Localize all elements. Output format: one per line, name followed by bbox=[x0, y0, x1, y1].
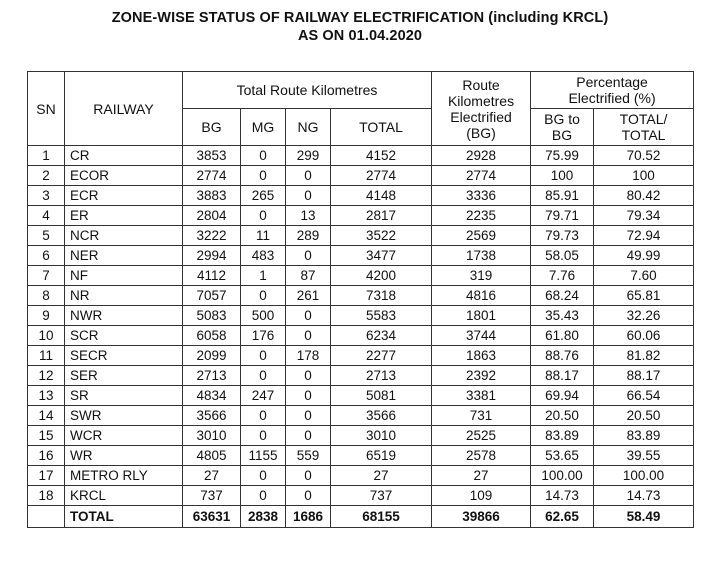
bg-km: 2994 bbox=[183, 246, 241, 266]
ng-km: 13 bbox=[286, 206, 331, 226]
electrified-km: 2235 bbox=[432, 206, 531, 226]
railway-name: NER bbox=[65, 246, 183, 266]
pct-total-to-total: 79.34 bbox=[594, 206, 694, 226]
ng-km: 0 bbox=[286, 306, 331, 326]
electrified-km: 319 bbox=[432, 266, 531, 286]
electrified-km: 2774 bbox=[432, 166, 531, 186]
ng-km: 0 bbox=[286, 466, 331, 486]
railway-name: CR bbox=[65, 146, 183, 166]
mg-km: 483 bbox=[241, 246, 286, 266]
sn-cell: 12 bbox=[28, 366, 65, 386]
pct-bg-to-bg: 88.76 bbox=[531, 346, 594, 366]
pct-bg-to-bg: 100 bbox=[531, 166, 594, 186]
totals-label: TOTAL bbox=[65, 506, 183, 528]
ng-km: 289 bbox=[286, 226, 331, 246]
sn-cell: 17 bbox=[28, 466, 65, 486]
pct-total-to-total: 60.06 bbox=[594, 326, 694, 346]
totals-mg: 2838 bbox=[241, 506, 286, 528]
table-row bbox=[28, 146, 694, 166]
mg-km: 247 bbox=[241, 386, 286, 406]
ng-km: 0 bbox=[286, 426, 331, 446]
bg-km: 6058 bbox=[183, 326, 241, 346]
total-km: 7318 bbox=[331, 286, 432, 306]
pct-bg-to-bg: 58.05 bbox=[531, 246, 594, 266]
pct-bg-to-bg: 83.89 bbox=[531, 426, 594, 446]
pct-total-to-total: 80.42 bbox=[594, 186, 694, 206]
bg-km: 2804 bbox=[183, 206, 241, 226]
totals-total: 68155 bbox=[331, 506, 432, 528]
railway-name: METRO RLY bbox=[65, 466, 183, 486]
mg-km: 0 bbox=[241, 166, 286, 186]
total-km: 27 bbox=[331, 466, 432, 486]
table-row bbox=[28, 366, 694, 386]
total-km: 3010 bbox=[331, 426, 432, 446]
table-row bbox=[28, 226, 694, 246]
total-km: 3477 bbox=[331, 246, 432, 266]
electrified-km: 2928 bbox=[432, 146, 531, 166]
pct-total-to-total: 66.54 bbox=[594, 386, 694, 406]
table-row bbox=[28, 326, 694, 346]
sn-cell: 14 bbox=[28, 406, 65, 426]
pct-total-to-total: 65.81 bbox=[594, 286, 694, 306]
mg-km: 1 bbox=[241, 266, 286, 286]
mg-km: 1155 bbox=[241, 446, 286, 466]
sn-cell: 7 bbox=[28, 266, 65, 286]
pct-bg-to-bg: 85.91 bbox=[531, 186, 594, 206]
pct-total-to-total: 20.50 bbox=[594, 406, 694, 426]
railway-name: ECOR bbox=[65, 166, 183, 186]
total-km: 6234 bbox=[331, 326, 432, 346]
sn-cell: 3 bbox=[28, 186, 65, 206]
totals-row bbox=[28, 506, 694, 528]
bg-km: 5083 bbox=[183, 306, 241, 326]
railway-name: SCR bbox=[65, 326, 183, 346]
mg-km: 0 bbox=[241, 346, 286, 366]
electrified-km: 1801 bbox=[432, 306, 531, 326]
mg-km: 0 bbox=[241, 466, 286, 486]
ng-km: 261 bbox=[286, 286, 331, 306]
total-km: 2713 bbox=[331, 366, 432, 386]
railway-name: ECR bbox=[65, 186, 183, 206]
bg-km: 2774 bbox=[183, 166, 241, 186]
mg-km: 0 bbox=[241, 206, 286, 226]
pct-total-to-total: 70.52 bbox=[594, 146, 694, 166]
electrified-km: 4816 bbox=[432, 286, 531, 306]
ng-km: 0 bbox=[286, 246, 331, 266]
bg-km: 2713 bbox=[183, 366, 241, 386]
pct-total-to-total: 72.94 bbox=[594, 226, 694, 246]
electrified-km: 109 bbox=[432, 486, 531, 506]
table-row bbox=[28, 166, 694, 186]
total-km: 737 bbox=[331, 486, 432, 506]
bg-km: 7057 bbox=[183, 286, 241, 306]
table-row bbox=[28, 446, 694, 466]
header-total-route-km: Total Route Kilometres bbox=[183, 72, 432, 109]
sn-cell: 13 bbox=[28, 386, 65, 406]
electrified-km: 3381 bbox=[432, 386, 531, 406]
sn-cell: 1 bbox=[28, 146, 65, 166]
table-row bbox=[28, 186, 694, 206]
ng-km: 0 bbox=[286, 386, 331, 406]
table-row bbox=[28, 486, 694, 506]
total-km: 2817 bbox=[331, 206, 432, 226]
railway-name: ER bbox=[65, 206, 183, 226]
header-mg: MG bbox=[241, 109, 286, 146]
total-km: 2774 bbox=[331, 166, 432, 186]
bg-km: 3222 bbox=[183, 226, 241, 246]
pct-total-to-total: 100 bbox=[594, 166, 694, 186]
sn-cell: 2 bbox=[28, 166, 65, 186]
table-row bbox=[28, 426, 694, 446]
pct-bg-to-bg: 79.71 bbox=[531, 206, 594, 226]
sn-cell: 15 bbox=[28, 426, 65, 446]
table-row bbox=[28, 266, 694, 286]
pct-bg-to-bg: 61.80 bbox=[531, 326, 594, 346]
railway-name: NWR bbox=[65, 306, 183, 326]
sn-cell: 18 bbox=[28, 486, 65, 506]
header-total-to-total: TOTAL/ TOTAL bbox=[594, 109, 694, 146]
pct-bg-to-bg: 7.76 bbox=[531, 266, 594, 286]
bg-km: 27 bbox=[183, 466, 241, 486]
sn-cell: 11 bbox=[28, 346, 65, 366]
ng-km: 0 bbox=[286, 406, 331, 426]
railway-name: SR bbox=[65, 386, 183, 406]
table-row bbox=[28, 206, 694, 226]
totals-electrified: 39866 bbox=[432, 506, 531, 528]
electrified-km: 731 bbox=[432, 406, 531, 426]
total-km: 2277 bbox=[331, 346, 432, 366]
pct-bg-to-bg: 53.65 bbox=[531, 446, 594, 466]
electrified-km: 2525 bbox=[432, 426, 531, 446]
table-body bbox=[28, 146, 694, 506]
header-percentage-electrified: Percentage Electrified (%) bbox=[531, 72, 694, 109]
railway-name: NF bbox=[65, 266, 183, 286]
railway-name: NCR bbox=[65, 226, 183, 246]
ng-km: 87 bbox=[286, 266, 331, 286]
bg-km: 3853 bbox=[183, 146, 241, 166]
pct-total-to-total: 14.73 bbox=[594, 486, 694, 506]
sn-cell: 5 bbox=[28, 226, 65, 246]
electrified-km: 2392 bbox=[432, 366, 531, 386]
header-ng: NG bbox=[286, 109, 331, 146]
totals-pct-total: 58.49 bbox=[594, 506, 694, 528]
pct-bg-to-bg: 35.43 bbox=[531, 306, 594, 326]
bg-km: 4112 bbox=[183, 266, 241, 286]
mg-km: 0 bbox=[241, 366, 286, 386]
mg-km: 176 bbox=[241, 326, 286, 346]
document-title: ZONE-WISE STATUS OF RAILWAY ELECTRIFICATION (including KRCL) bbox=[111, 10, 609, 26]
table-row bbox=[28, 246, 694, 266]
total-km: 4148 bbox=[331, 186, 432, 206]
electrified-km: 3336 bbox=[432, 186, 531, 206]
electrified-km: 1863 bbox=[432, 346, 531, 366]
mg-km: 500 bbox=[241, 306, 286, 326]
mg-km: 11 bbox=[241, 226, 286, 246]
railway-name: NR bbox=[65, 286, 183, 306]
table-row bbox=[28, 306, 694, 326]
ng-km: 559 bbox=[286, 446, 331, 466]
electrified-km: 2578 bbox=[432, 446, 531, 466]
electrified-km: 27 bbox=[432, 466, 531, 486]
bg-km: 737 bbox=[183, 486, 241, 506]
pct-bg-to-bg: 69.94 bbox=[531, 386, 594, 406]
bg-km: 3566 bbox=[183, 406, 241, 426]
pct-total-to-total: 7.60 bbox=[594, 266, 694, 286]
sn-cell: 8 bbox=[28, 286, 65, 306]
electrification-table bbox=[27, 71, 694, 528]
table-row bbox=[28, 466, 694, 486]
total-km: 3522 bbox=[331, 226, 432, 246]
bg-km: 4834 bbox=[183, 386, 241, 406]
ng-km: 0 bbox=[286, 366, 331, 386]
railway-name: SER bbox=[65, 366, 183, 386]
total-km: 5081 bbox=[331, 386, 432, 406]
mg-km: 0 bbox=[241, 146, 286, 166]
pct-total-to-total: 83.89 bbox=[594, 426, 694, 446]
header-bg: BG bbox=[183, 109, 241, 146]
table-row bbox=[28, 286, 694, 306]
pct-total-to-total: 81.82 bbox=[594, 346, 694, 366]
ng-km: 0 bbox=[286, 486, 331, 506]
table-row bbox=[28, 386, 694, 406]
pct-bg-to-bg: 88.17 bbox=[531, 366, 594, 386]
header-bg-to-bg: BG to BG bbox=[531, 109, 594, 146]
bg-km: 3883 bbox=[183, 186, 241, 206]
mg-km: 0 bbox=[241, 486, 286, 506]
sn-cell: 16 bbox=[28, 446, 65, 466]
totals-ng: 1686 bbox=[286, 506, 331, 528]
railway-name: SWR bbox=[65, 406, 183, 426]
mg-km: 0 bbox=[241, 426, 286, 446]
totals-sn-cell bbox=[28, 506, 65, 528]
header-total: TOTAL bbox=[331, 109, 432, 146]
ng-km: 0 bbox=[286, 326, 331, 346]
bg-km: 2099 bbox=[183, 346, 241, 366]
pct-bg-to-bg: 68.24 bbox=[531, 286, 594, 306]
total-km: 3566 bbox=[331, 406, 432, 426]
table-row bbox=[28, 346, 694, 366]
table-row bbox=[28, 406, 694, 426]
pct-bg-to-bg: 14.73 bbox=[531, 486, 594, 506]
sn-cell: 6 bbox=[28, 246, 65, 266]
electrified-km: 1738 bbox=[432, 246, 531, 266]
electrified-km: 3744 bbox=[432, 326, 531, 346]
sn-cell: 4 bbox=[28, 206, 65, 226]
mg-km: 0 bbox=[241, 286, 286, 306]
electrified-km: 2569 bbox=[432, 226, 531, 246]
pct-bg-to-bg: 20.50 bbox=[531, 406, 594, 426]
pct-total-to-total: 49.99 bbox=[594, 246, 694, 266]
sn-cell: 9 bbox=[28, 306, 65, 326]
pct-bg-to-bg: 79.73 bbox=[531, 226, 594, 246]
total-km: 6519 bbox=[331, 446, 432, 466]
railway-name: SECR bbox=[65, 346, 183, 366]
pct-total-to-total: 88.17 bbox=[594, 366, 694, 386]
ng-km: 178 bbox=[286, 346, 331, 366]
header-route-km-electrified: Route Kilometres Electrified (BG) bbox=[432, 72, 531, 146]
pct-bg-to-bg: 100.00 bbox=[531, 466, 594, 486]
total-km: 4200 bbox=[331, 266, 432, 286]
totals-pct-bg: 62.65 bbox=[531, 506, 594, 528]
mg-km: 0 bbox=[241, 406, 286, 426]
railway-name: WR bbox=[65, 446, 183, 466]
pct-total-to-total: 100.00 bbox=[594, 466, 694, 486]
totals-bg: 63631 bbox=[183, 506, 241, 528]
document-subtitle-date: AS ON 01.04.2020 bbox=[297, 28, 423, 44]
header-sn: SN bbox=[28, 72, 65, 146]
pct-bg-to-bg: 75.99 bbox=[531, 146, 594, 166]
pct-total-to-total: 39.55 bbox=[594, 446, 694, 466]
railway-name: KRCL bbox=[65, 486, 183, 506]
bg-km: 3010 bbox=[183, 426, 241, 446]
ng-km: 0 bbox=[286, 166, 331, 186]
bg-km: 4805 bbox=[183, 446, 241, 466]
ng-km: 0 bbox=[286, 186, 331, 206]
ng-km: 299 bbox=[286, 146, 331, 166]
railway-name: WCR bbox=[65, 426, 183, 446]
header-railway: RAILWAY bbox=[65, 72, 183, 146]
total-km: 4152 bbox=[331, 146, 432, 166]
pct-total-to-total: 32.26 bbox=[594, 306, 694, 326]
mg-km: 265 bbox=[241, 186, 286, 206]
total-km: 5583 bbox=[331, 306, 432, 326]
sn-cell: 10 bbox=[28, 326, 65, 346]
